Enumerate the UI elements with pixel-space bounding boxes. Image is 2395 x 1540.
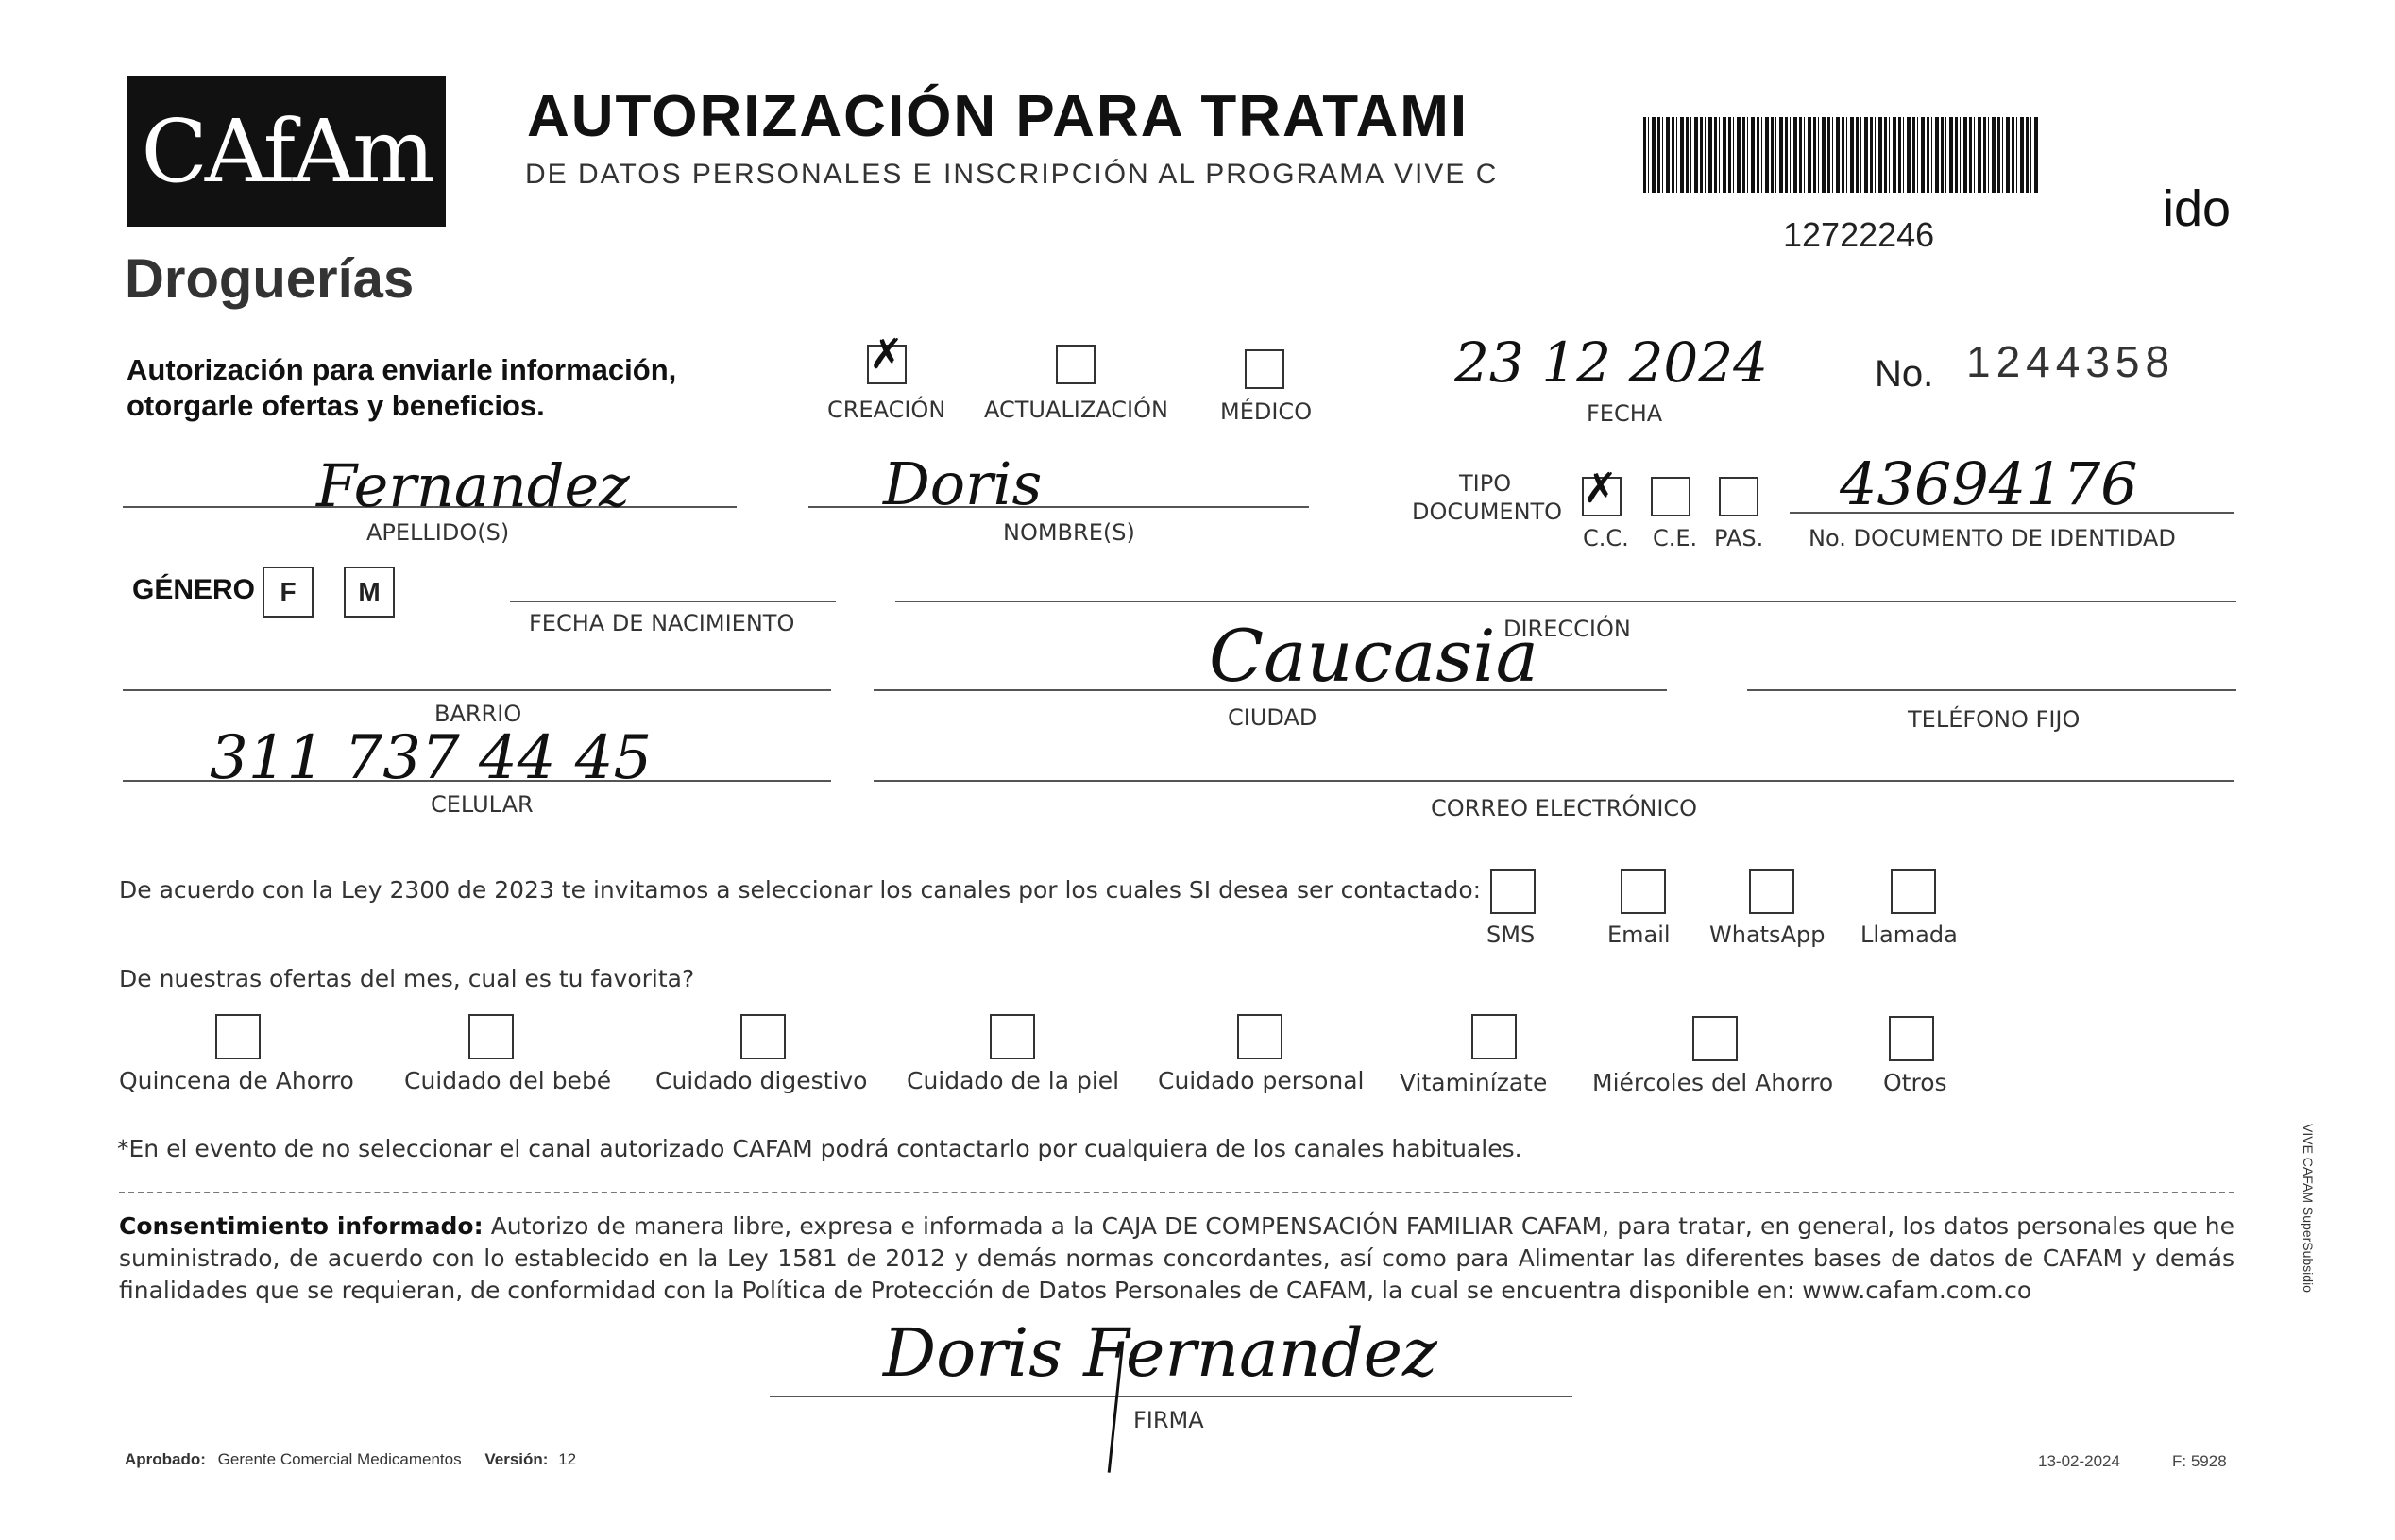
gender-m-box[interactable] <box>344 567 395 618</box>
creacion-x-mark: ✗ <box>869 330 904 379</box>
footer-approval <box>125 1450 576 1469</box>
offer-miercoles-label: Miércoles del Ahorro <box>1592 1069 1834 1096</box>
barcode <box>1643 117 2038 193</box>
pas-checkbox[interactable] <box>1719 477 1758 516</box>
offer-vitamin-checkbox[interactable] <box>1471 1014 1517 1059</box>
email-label: CORREO ELECTRÓNICO <box>1431 795 1698 821</box>
approved-label: Aprobado: <box>125 1450 206 1468</box>
whatsapp-label: WhatsApp <box>1709 922 1826 948</box>
intro-line-2: otorgarle ofertas y beneficios. <box>127 389 545 422</box>
offer-otros-label: Otros <box>1883 1069 1947 1096</box>
offers-question: De nuestras ofertas del mes, cual es tu favorita? <box>119 965 695 992</box>
intro-line-1: Autorización para enviarle información, <box>127 353 677 386</box>
form-title: AUTORIZACIÓN PARA TRATAMI <box>527 84 1469 149</box>
offer-quincena-label: Quincena de Ahorro <box>119 1067 354 1094</box>
signature-line <box>770 1396 1572 1397</box>
birth-label: FECHA DE NACIMIENTO <box>529 610 795 636</box>
divider <box>119 1192 2234 1193</box>
pas-label: PAS. <box>1714 525 1764 551</box>
offer-vitamin-label: Vitaminízate <box>1400 1069 1548 1096</box>
email-line <box>874 780 2234 782</box>
actualizacion-label: ACTUALIZACIÓN <box>984 397 1168 423</box>
footer-code: F: 5928 <box>2172 1452 2227 1470</box>
offer-piel-label: Cuidado de la piel <box>907 1067 1120 1094</box>
email-checkbox[interactable] <box>1621 869 1666 914</box>
mobile-value[interactable]: 311 737 44 45 <box>210 723 653 793</box>
llamada-checkbox[interactable] <box>1891 869 1936 914</box>
barcode-number: 12722246 <box>1783 215 1935 254</box>
offer-quincena-checkbox[interactable] <box>215 1014 261 1059</box>
gender-m-text: M <box>358 577 381 606</box>
consent-heading: Consentimiento informado: <box>119 1212 484 1240</box>
name-label: NOMBRE(S) <box>1003 519 1135 546</box>
offer-digestivo-label: Cuidado digestivo <box>655 1067 868 1094</box>
llamada-label: Llamada <box>1860 922 1958 948</box>
gender-f-text: F <box>280 577 297 606</box>
phone-label: TELÉFONO FIJO <box>1908 706 2081 733</box>
phone-line <box>1747 689 2236 691</box>
offer-digestivo-checkbox[interactable] <box>740 1014 786 1059</box>
version-value: 12 <box>558 1450 577 1468</box>
surname-label: APELLIDO(S) <box>366 519 510 546</box>
date-value[interactable]: 23 12 2024 <box>1454 330 1769 395</box>
name-value[interactable]: Doris <box>883 449 1043 518</box>
doc-number-value[interactable]: 43694176 <box>1840 449 2138 518</box>
approved-value: Gerente Comercial Medicamentos <box>217 1450 462 1468</box>
offer-miercoles-checkbox[interactable] <box>1692 1016 1738 1061</box>
address-label: DIRECCIÓN <box>1503 616 1631 642</box>
signature-value[interactable]: Doris Fernandez <box>883 1314 1437 1392</box>
number-label: No. <box>1875 353 1934 395</box>
actualizacion-checkbox[interactable] <box>1056 345 1096 384</box>
gender-label: GÉNERO <box>132 574 256 605</box>
logo-text: CAfAm <box>141 100 433 202</box>
signature-label: FIRMA <box>1133 1407 1204 1433</box>
gender-f-box[interactable] <box>263 567 314 618</box>
corner-text: ido <box>2163 180 2232 237</box>
doc-number-label: No. DOCUMENTO DE IDENTIDAD <box>1809 525 2176 551</box>
sms-label: SMS <box>1486 922 1536 948</box>
neighborhood-line <box>123 689 831 691</box>
doc-type-label-2: DOCUMENTO <box>1412 499 1563 525</box>
offer-personal-checkbox[interactable] <box>1237 1014 1282 1059</box>
address-line <box>895 601 2236 602</box>
channel-note: *En el evento de no seleccionar el canal autorizado CAFAM podrá contactarlo por cualquiera de los canales habituales. <box>117 1135 1522 1162</box>
medico-checkbox[interactable] <box>1245 349 1284 389</box>
mobile-label: CELULAR <box>431 791 534 818</box>
city-value[interactable]: Caucasia <box>1209 614 1538 698</box>
date-label: FECHA <box>1587 400 1663 427</box>
cc-label: C.C. <box>1583 525 1629 551</box>
sms-checkbox[interactable] <box>1490 869 1536 914</box>
offer-bebe-checkbox[interactable] <box>468 1014 514 1059</box>
contact-question: De acuerdo con la Ley 2300 de 2023 te invitamos a seleccionar los canales por los cuales SI desea ser contactado: <box>119 876 1482 904</box>
city-label: CIUDAD <box>1228 704 1317 731</box>
birth-line <box>510 601 836 602</box>
offer-bebe-label: Cuidado del bebé <box>404 1067 612 1094</box>
medico-label: MÉDICO <box>1220 398 1313 425</box>
ce-checkbox[interactable] <box>1651 477 1690 516</box>
consent-text: Autorizo de manera libre, expresa e informada a la CAJA DE COMPENSACIÓN FAMILIAR CAFAM, para tratar, en general, los datos personales que he suministrado, de acuerdo con lo establecido en la Ley 1581 de 2012 y demás normas concordantes, así como para Alimentar las diferentes bases de datos de CAFAM y demás finalidades que se requieran, de conformidad con la Política de Protección de Datos Personales de CAFAM, la cual se encuentra disponible en: www.cafam.com.co <box>119 1212 2235 1304</box>
consent-paragraph <box>119 1210 2234 1307</box>
offer-piel-checkbox[interactable] <box>990 1014 1035 1059</box>
number-value: 1244358 <box>1966 337 2176 386</box>
cafam-logo <box>127 76 446 227</box>
cc-x-mark: ✗ <box>1583 465 1618 513</box>
brand-name: Droguerías <box>125 248 415 310</box>
surname-value[interactable]: Fernandez <box>316 451 630 520</box>
doc-type-label-1: TIPO <box>1459 470 1512 497</box>
creacion-label: CREACIÓN <box>827 397 946 423</box>
offer-otros-checkbox[interactable] <box>1889 1016 1934 1061</box>
whatsapp-checkbox[interactable] <box>1749 869 1794 914</box>
email-channel-label: Email <box>1607 922 1671 948</box>
offer-personal-label: Cuidado personal <box>1158 1067 1365 1094</box>
side-text: VIVE CAFAM SuperSubsidio <box>2301 1124 2316 1293</box>
footer-date: 13-02-2024 <box>2038 1452 2120 1470</box>
version-label: Versión: <box>484 1450 549 1468</box>
neighborhood-label: BARRIO <box>434 701 522 727</box>
ce-label: C.E. <box>1653 525 1698 551</box>
form-subtitle: DE DATOS PERSONALES E INSCRIPCIÓN AL PROGRAMA VIVE C <box>525 159 1499 190</box>
